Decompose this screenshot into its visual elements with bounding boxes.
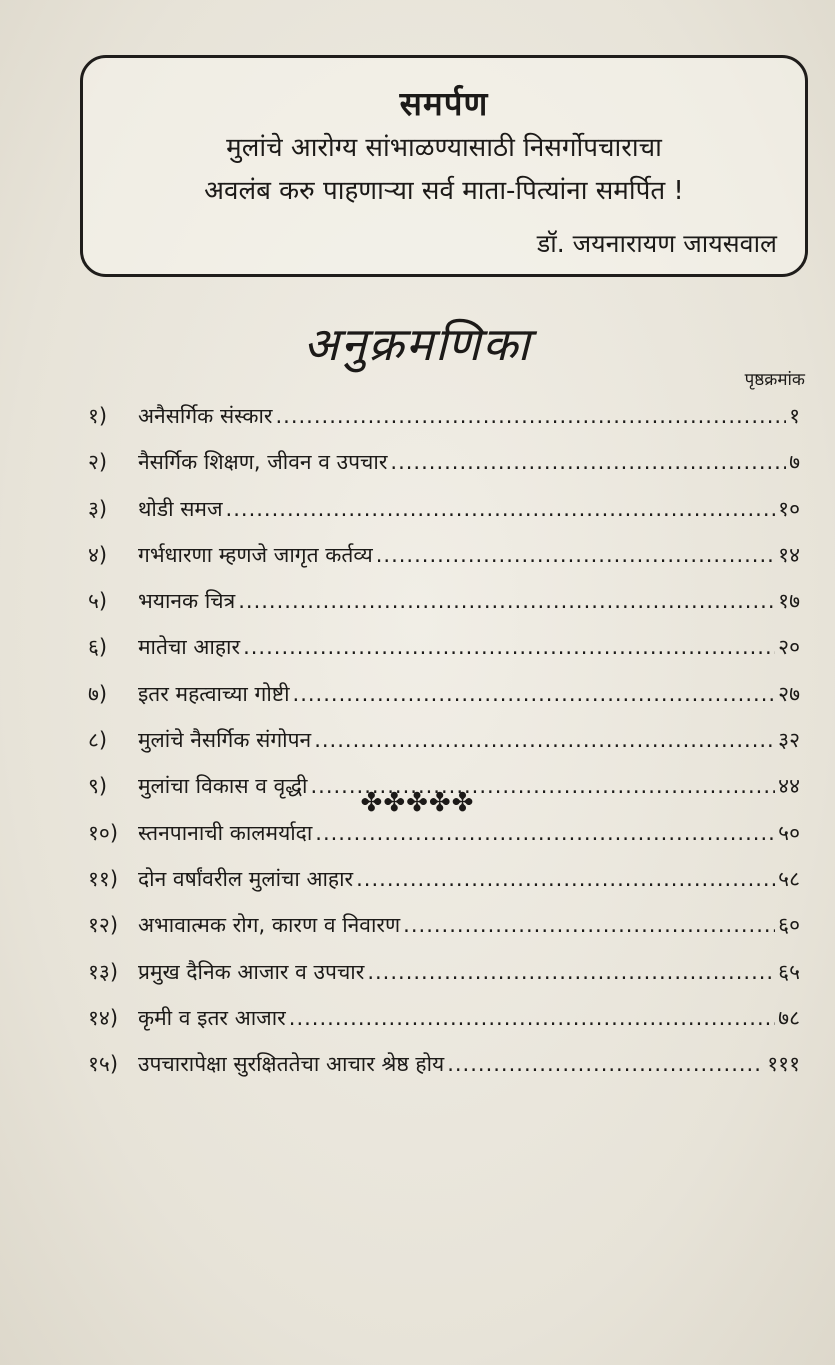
dedication-author: डॉ. जयनारायण जायसवाल	[536, 229, 777, 258]
toc-entry-number: १)	[88, 404, 108, 428]
toc-entry-page: ६०	[778, 913, 800, 938]
toc-entry-page: ६५	[778, 959, 800, 984]
toc-entry-number: १४)	[88, 1005, 119, 1030]
toc-dot-leader	[376, 532, 775, 578]
toc-entry-number: ७)	[88, 681, 108, 706]
toc-entry-number: २)	[88, 450, 108, 475]
dedication-title: समर्पण	[399, 84, 489, 123]
toc-entry	[88, 949, 800, 995]
toc-entry-title: नैसर्गिक शिक्षण, जीवन व उपचार	[138, 450, 388, 475]
toc-entry	[88, 532, 800, 578]
toc-title: अनुक्रमणिका	[303, 317, 532, 371]
toc-entry-number: ९)	[88, 774, 108, 799]
toc-entry	[88, 1041, 800, 1087]
toc-dot-leader	[356, 856, 775, 902]
toc-entry-page: १११	[767, 1052, 800, 1077]
dedication-box	[80, 55, 808, 277]
toc-dot-leader	[390, 439, 786, 485]
toc-entry	[88, 578, 800, 624]
toc-entry-title: दोन वर्षांवरील मुलांचा आहार	[138, 866, 354, 891]
toc-entry-page: १४	[778, 542, 800, 567]
toc-entry-page: २७	[778, 681, 800, 706]
toc-dot-leader	[447, 1041, 764, 1087]
toc-entry-title: मातेचा आहार	[138, 635, 241, 660]
ornament-divider: ✤✤✤✤✤	[360, 788, 475, 818]
toc-entry-number: ८)	[88, 728, 108, 753]
toc-dot-leader	[289, 995, 775, 1041]
toc-entry-page: ७	[789, 450, 800, 475]
toc-entry	[88, 671, 800, 717]
toc-dot-leader	[275, 393, 786, 439]
toc-entry-number: १२)	[88, 913, 119, 938]
toc-entry	[88, 624, 800, 670]
toc-entry-page: ३२	[778, 728, 800, 753]
toc-entry-page: २०	[778, 635, 800, 660]
toc-dot-leader	[293, 671, 776, 717]
toc-entry-number: १०)	[88, 820, 119, 845]
toc-entry-title: मुलांचे नैसर्गिक संगोपन	[138, 728, 312, 753]
toc-entry-title: प्रमुख दैनिक आजार व उपचार	[138, 959, 365, 984]
toc-entry-page: १	[789, 404, 800, 428]
toc-dot-leader	[238, 578, 775, 624]
toc-entry-page: ५८	[778, 866, 800, 891]
toc-list	[88, 393, 800, 1087]
toc-entry-title: भयानक चित्र	[138, 589, 236, 614]
toc-entry-title: स्तनपानाची कालमर्यादा	[138, 820, 313, 845]
dedication-line-1: मुलांचे आरोग्य सांभाळण्यासाठी निसर्गोपचाराचा	[226, 133, 662, 163]
dedication-line-2: अवलंब करु पाहणाऱ्या सर्व माता-पित्यांना समर्पित !	[204, 176, 684, 206]
toc-dot-leader	[403, 902, 775, 948]
toc-entry-title: थोडी समज	[138, 496, 223, 521]
toc-entry-page: १७	[778, 589, 800, 614]
toc-entry	[88, 902, 800, 948]
toc-entry	[88, 995, 800, 1041]
toc-entry	[88, 486, 800, 532]
toc-entry-title: अनैसर्गिक संस्कार	[138, 404, 273, 428]
toc-entry-number: १५)	[88, 1052, 119, 1077]
toc-entry	[88, 717, 800, 763]
toc-dot-leader	[243, 624, 775, 670]
toc-entry-title: गर्भधारणा म्हणजे जागृत कर्तव्य	[138, 542, 373, 567]
toc-entry-title: अभावात्मक रोग, कारण व निवारण	[138, 913, 401, 938]
toc-entry-number: १३)	[88, 959, 119, 984]
toc-entry-number: ४)	[88, 542, 108, 567]
toc-entry-number: ३)	[88, 496, 108, 521]
toc-entry-title: इतर महत्वाच्या गोष्टी	[138, 681, 290, 706]
toc-entry-number: ५)	[88, 589, 108, 614]
toc-entry-title: कृमी व इतर आजार	[138, 1005, 286, 1030]
toc-entry	[88, 439, 800, 485]
toc-entry-page: ४४	[778, 774, 800, 799]
toc-dot-leader	[367, 949, 775, 995]
page-number-column-label: पृष्ठक्रमांक	[744, 370, 805, 390]
toc-entry-title: मुलांचा विकास व वृद्धी	[138, 774, 308, 799]
toc-entry-number: ६)	[88, 635, 108, 660]
toc-entry-page: ५०	[778, 820, 800, 845]
toc-dot-leader	[226, 486, 776, 532]
toc-dot-leader	[314, 717, 775, 763]
toc-entry-page: ७८	[778, 1005, 800, 1030]
toc-entry-page: १०	[778, 496, 800, 521]
toc-entry	[88, 856, 800, 902]
toc-entry-title: उपचारापेक्षा सुरक्षिततेचा आचार श्रेष्ठ होय	[138, 1052, 445, 1077]
toc-entry-number: ११)	[88, 866, 119, 891]
toc-entry	[88, 393, 800, 439]
